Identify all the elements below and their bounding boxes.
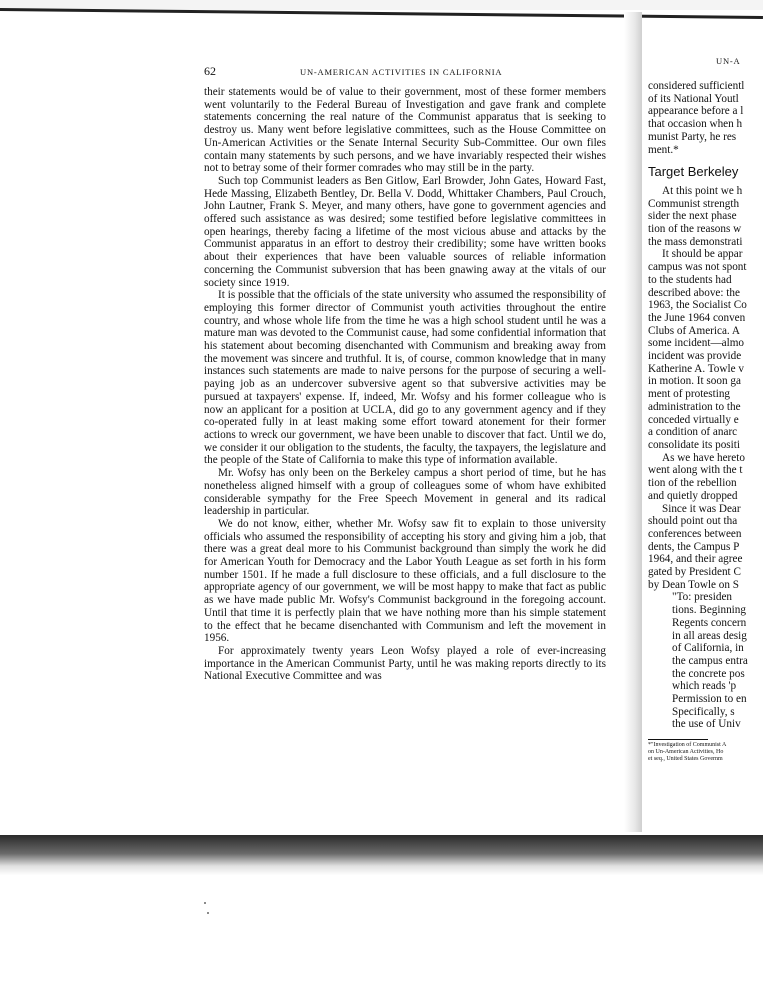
text-line: to the students had (648, 273, 732, 286)
scan-bottom-shadow (0, 835, 763, 990)
text-line: appearance before a l (648, 105, 744, 118)
text-line: the campus entra (672, 654, 748, 667)
text-line: At this point we h (662, 184, 743, 197)
text-line: in all areas desig (672, 629, 747, 642)
text-line: that occasion when h (648, 118, 743, 131)
paragraph: Mr. Wofsy has only been on the Berkeley campus a short period of time, but he has nonetheless aligned himself with a group of colleagues some of whom have exhibited considerable sympathy for the Free Speech Movement in general and its radical leadership in particular. (204, 467, 606, 518)
text-line: conceded virtually e (648, 413, 739, 426)
text-line: a condition of anarc (648, 426, 738, 439)
text-line: 1963, the Socialist Co (648, 299, 747, 312)
section-heading: Target Berkeley (648, 164, 739, 180)
text-line: which reads 'p (672, 680, 737, 693)
text-line: conferences between (648, 527, 742, 540)
text-line: Katherine A. Towle v (648, 362, 744, 375)
text-line: should point out tha (648, 515, 738, 528)
text-line: munist Party, he res (648, 130, 737, 143)
text-line: gated by President C (648, 566, 741, 579)
footnote-rule (648, 739, 708, 740)
text-line: campus was not spont (648, 261, 747, 274)
book-gutter (624, 12, 642, 832)
text-line: the use of Univ (672, 718, 741, 731)
scan-speck (207, 912, 209, 914)
text-line: of its National Youtl (648, 92, 739, 105)
footnote-line: on Un-American Activities, Ho (648, 749, 724, 756)
text-line: Regents concern (672, 616, 747, 629)
text-line: 1964, and their agree (648, 553, 743, 566)
text-line: by Dean Towle on S (648, 578, 739, 591)
text-line: and quietly dropped (648, 489, 738, 502)
text-line: Clubs of America. A (648, 324, 740, 337)
text-line: tion of the reasons w (648, 223, 742, 236)
text-line: Since it was Dear (662, 502, 741, 515)
running-head: UN-AMERICAN ACTIVITIES IN CALIFORNIA (300, 67, 503, 77)
text-line: Permission to en (672, 693, 747, 706)
text-line: sider the next phase (648, 210, 737, 223)
text-line: Specifically, s (672, 705, 735, 718)
text-line: considered sufficientl (648, 80, 745, 92)
text-line: "To: presiden (672, 591, 733, 604)
right-running-head: UN-A (716, 56, 741, 66)
text-line: ment of protesting (648, 388, 731, 401)
footnote-line: et seq., United States Governm (648, 756, 723, 763)
text-line: Communist strength (648, 197, 740, 210)
text-line: the mass demonstrati (648, 235, 743, 248)
text-line: ment.* (648, 143, 679, 156)
text-line: of California, in (672, 642, 744, 655)
paragraph: Such top Communist leaders as Ben Gitlow, Earl Browder, John Gates, Howard Fast, Hede Massing, Elizabeth Bentley, Dr. Bella V. Dodd, Whittaker Chambers, Paul Crouch, John Lautner, Frank S. Meyer, and many others, have gone to government agencies and offered such assistance as was desired; some testified before legislative committees in open hearings, thereby facing a lifetime of the most vicious abuse and attacks by the Communist apparatus in an effort to destroy their credibility; some have written books about their experiences that have been valuable sources of reliable information concerning the Communist subversion that has been gnawing away at the vitals of our society since 1919. (204, 174, 606, 289)
left-page-body (204, 86, 606, 683)
paragraph: their statements would be of value to their government, most of these former members went voluntarily to the Federal Bureau of Investigation and gave frank and complete statements concerning the real nature of the Communist apparatus that is seeking to destroy us. Many went before legislative committees, such as the House Committee on Un-American Activities or the Senate Internal Security Sub-Committee. Our own files contain many statements by such persons, and we have invariably respected their wishes not to betray some of their former comrades who may still be in the party. (204, 86, 606, 175)
paragraph: We do not know, either, whether Mr. Wofsy saw fit to explain to those university officials who assumed the responsibility of accepting his story and giving him a job, that there was a great deal more to his Communist background than simply the work he did for American Youth for Democracy and the Labor Youth League as set forth in his form number 1501. If he made a full disclosure to these officials, and a full disclosure to the appropriate agency of our government, we will be most happy to make that fact as public as we have made public Mr. Wofsy's Communist background in the foregoing account. Until that time it is perfectly plain that we have nothing more than his simple statement to the effect that he became disenchanted with Communism and left the movement in 1956. (204, 517, 606, 645)
page-number: 62 (204, 64, 216, 78)
text-line: tion of the rebellion (648, 477, 737, 490)
text-line: administration to the (648, 400, 741, 413)
text-line: consolidate its positi (648, 438, 740, 451)
text-line: in motion. It soon ga (648, 375, 741, 388)
text-line: dents, the Campus P (648, 540, 740, 553)
text-line: tions. Beginning (672, 604, 746, 617)
right-page-column (648, 80, 763, 840)
text-line: It should be appar (662, 248, 743, 261)
text-line: the June 1964 conven (648, 311, 746, 324)
text-line: went along with the t (648, 464, 743, 477)
footnote-line: *"Investigation of Communist A (648, 742, 727, 749)
text-line: the concrete pos (672, 667, 745, 680)
paragraph: For approximately twenty years Leon Wofsy played a role of ever-increasing importance in the American Communist Party, until he was making reports directly to its National Executive Committee and was (204, 644, 606, 683)
text-line: described above: the (648, 286, 740, 299)
text-line: incident was provide (648, 350, 742, 363)
paragraph: It is possible that the officials of the state university who assumed the responsibility of employing this former director of Communist youth activities throughout the entire country, and whose whole life from the time he was a high school student until he was a mature man was devoted to the Communist cause, had some confidential information that his statement about becoming disenchanted with Communism and breaking away from the movement was sincere and truthful. It is, of course, common knowledge that in many instances such statements are made to naive persons for the purpose of securing a well-paying job as an undercover subversive agent so that subversive activities may be pursued at taxpayers' expense. If, indeed, Mr. Wofsy and his former colleague who is now an applicant for a position at UCLA, did go to any government agency and if they co-operated fully in at least making some effort toward atonement for their former actions to wreck our government, we have been unable to discover that fact. Until we do, we consider it our obligation to the students, the faculty, the taxpayers, the legislature and the people of the State of California to make this type of information available. (204, 289, 606, 467)
text-line: As we have hereto (662, 451, 745, 464)
text-line: some incident—almo (648, 337, 745, 350)
scan-speck (204, 902, 206, 904)
